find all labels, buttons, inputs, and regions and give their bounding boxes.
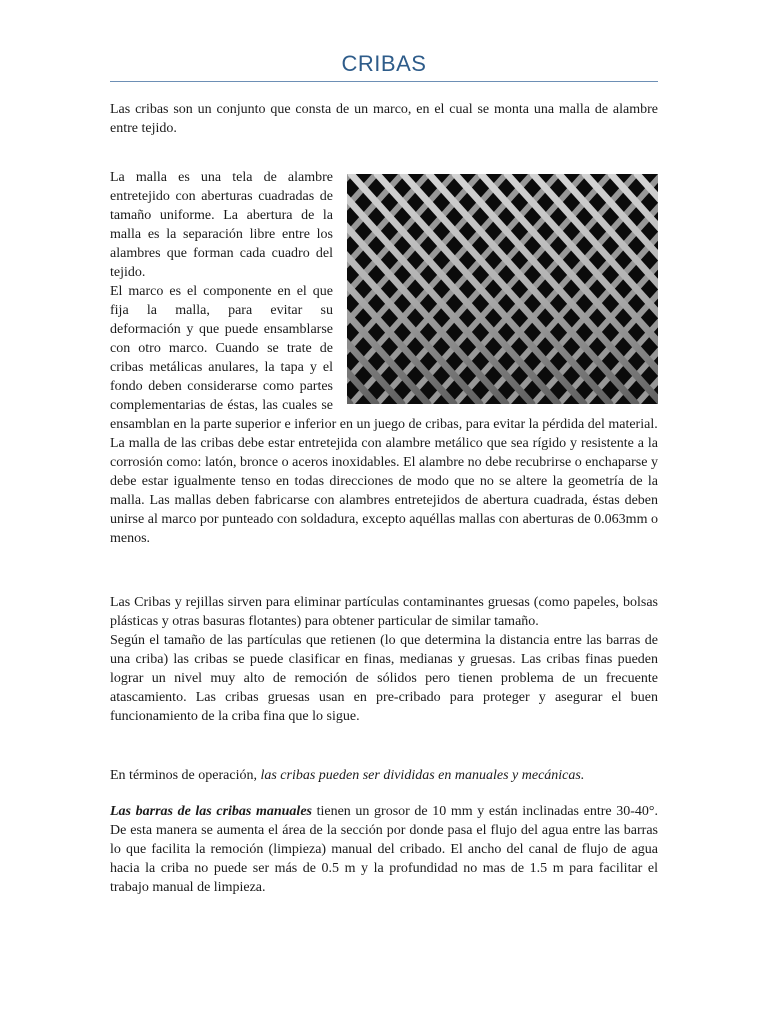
operation-italic-text: las cribas pueden ser divididas en manuales y mecánicas. xyxy=(260,768,585,783)
wire-mesh-photo-icon xyxy=(347,174,658,404)
manual-bars-text: tienen un grosor de 10 mm y están inclinadas entre 30-40°. De esta manera se aumenta el área de la sección por donde pasa el flujo del agua entre las barras lo que facilita la remoción (limpieza) manual del cribado. El ancho del canal de flujo de agua hacia la criba no puede ser más de 0.5 m y la profundidad no mas de 1.5 m para facilitar el trabajo manual de limpieza. xyxy=(110,804,658,895)
screens-purpose-paragraph: Las Cribas y rejillas sirven para eliminar partículas contaminantes gruesas (como papeles, bolsas plásticas y otras basuras flotantes) para obtener particular de similar tamaño. xyxy=(110,595,658,629)
wrapped-text-block xyxy=(110,168,658,548)
intro-paragraph: Las cribas son un conjunto que consta de un marco, en el cual se monta una malla de alambre entre tejido. xyxy=(110,102,658,136)
wire-mesh-image xyxy=(347,174,658,404)
frame-definition-paragraph: El marco es el componente en el que fija la malla, para evitar su deformación y que puede ensamblarse con otro marco. Cuando se trate de cribas metálicas anulares, la tapa y el fondo deben considerarse como partes complementarias de éstas, las cuales se ensamblan en la parte superior e inferior en un juego de cribas, para evitar la pérdida del material. xyxy=(110,284,658,432)
page-title: CRIBAS xyxy=(341,51,427,76)
screens-size-paragraph: Según el tamaño de las partículas que retienen (lo que determina la distancia entre las barras de una criba) las cribas se puede clasificar en finas, medianas y gruesas. Las cribas finas pueden lograr un nivel muy alto de remoción de sólidos pero tienen problema de un frecuente atascamiento. Las cribas gruesas usan en pre-cribado para proteger y asegurar el buen funcionamiento de la criba fina que lo sigue. xyxy=(110,633,658,724)
title-underline xyxy=(110,81,658,82)
operation-prefix: En términos de operación, xyxy=(110,768,261,783)
mesh-definition-paragraph: La malla es una tela de alambre entretejido con aberturas cuadradas de tamaño uniforme. La abertura de la malla es la separación libre entre los alambres que forman cada cuadro del tejido. xyxy=(110,170,333,280)
manual-bars-heading: Las barras de las cribas manuales xyxy=(110,804,312,819)
operation-paragraph xyxy=(110,766,658,785)
manual-bars-paragraph xyxy=(110,802,658,897)
classification-section xyxy=(110,593,658,726)
mesh-material-paragraph: La malla de las cribas debe estar entretejida con alambre metálico que sea rígido y resistente a la corrosión como: latón, bronce o aceros inoxidables. El alambre no debe recubrirse o enchaparse y debe estar igualmente tenso en todas direcciones de modo que no se altere la geometría de la malla. Las mallas deben fabricarse con alambres entretejidos de abertura cuadrada, éstas deben unirse al marco por punteado con soldadura, excepto aquéllas mallas con aberturas de 0.063mm o menos. xyxy=(110,436,658,546)
